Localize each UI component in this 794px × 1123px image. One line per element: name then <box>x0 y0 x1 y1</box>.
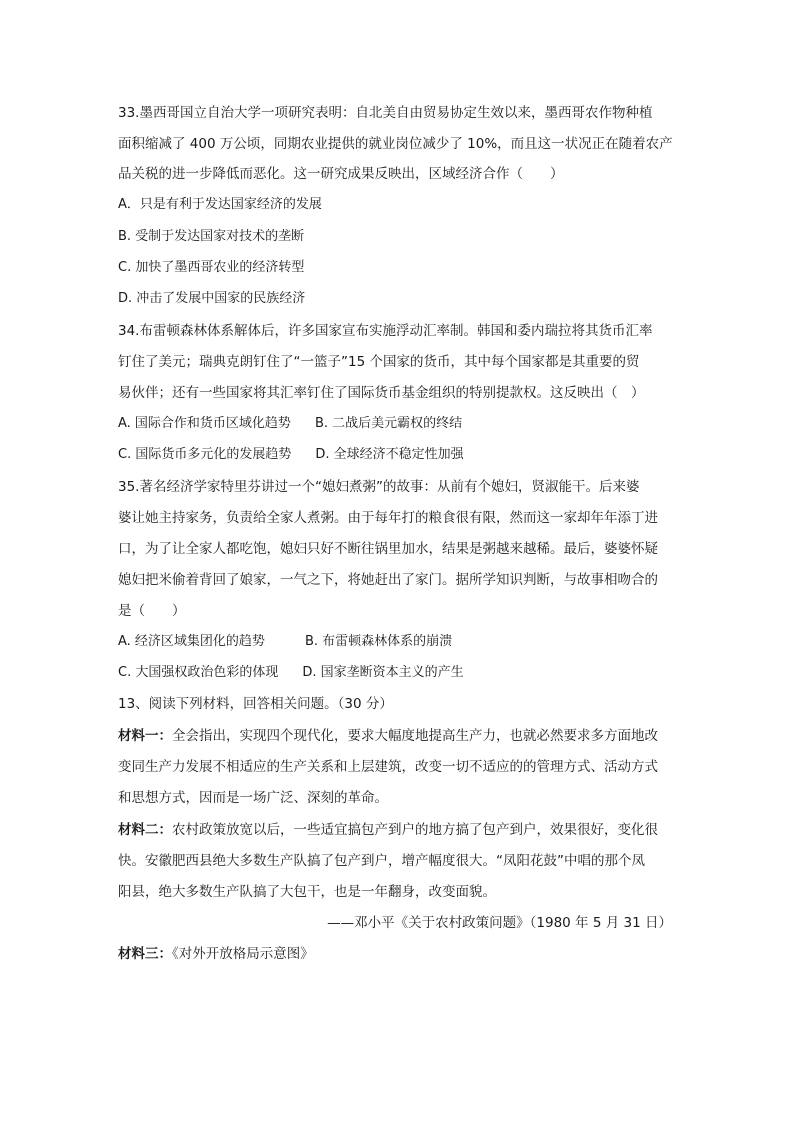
q33-option-d: D. 冲击了发展中国家的民族经济 <box>118 291 306 306</box>
q13-material-2-source: ——邓小平《关于农村政策问题》（1980 年 5 月 31 日） <box>327 915 672 931</box>
q35-option-a: A. 经济区域集团化的趋势 <box>118 634 265 649</box>
q35-option-d: D. 国家垄断资本主义的产生 <box>302 665 464 680</box>
q33-stem-line-3: 品关税的进一步降低而恶化。这一研究成果反映出，区域经济合作（ ） <box>118 166 564 182</box>
q34-option-c: C. 国际货币多元化的发展趋势 <box>118 447 292 462</box>
material-1-text-1: 全会指出，实现四个现代化，要求大幅度地提高生产力，也就必然要求多方面地改 <box>172 728 658 744</box>
material-3-title: 《对外开放格局示意图》 <box>172 946 314 962</box>
q33-option-b: B. 受制于发达国家对技术的垄断 <box>118 229 305 244</box>
q35-stem-line-3: 口，为了让全家人都吃饱，媳妇只好不断往锅里加水，结果是粥越来越稀。最后，婆婆怀疑 <box>118 541 658 557</box>
q13-material-2-line-3: 阳县，绝大多数生产队搞了大包干，也是一年翻身，改变面貌。 <box>118 884 496 900</box>
material-1-label: 材料一： <box>118 728 172 744</box>
q34-options-row-2 <box>118 446 678 464</box>
q13-material-2-line-1 <box>118 821 678 839</box>
q33-option-a: A．只是有利于发达国家经济的发展 <box>118 197 322 212</box>
q13-material-1-line-3: 和思想方式，因而是一场广泛、深刻的革命。 <box>118 790 388 806</box>
q35-stem-line-4: 媳妇把米偷着背回了娘家，一气之下，将她赶出了家门。据所学知识判断，与故事相吻合的 <box>118 572 658 588</box>
q35-options-row-2 <box>118 664 678 682</box>
q35-stem-line-2: 婆让她主持家务，负责给全家人煮粥。由于每年打的粮食很有限，然而这一家却年年添丁进 <box>118 510 658 526</box>
q34-option-b: B. 二战后美元霸权的终结 <box>314 416 463 431</box>
material-3-label: 材料三： <box>118 946 172 962</box>
q35-stem-line-5: 是（ ） <box>118 603 186 619</box>
q34-option-d: D. 全球经济不稳定性加强 <box>315 447 464 462</box>
q33-option-c: C. 加快了墨西哥农业的经济转型 <box>118 260 305 275</box>
q35-options-row-1 <box>118 633 678 651</box>
q34-options-row-1 <box>118 415 678 433</box>
q33-stem-line-2: 面积缩减了 400 万公顷，同期农业提供的就业岗位减少了 10%，而且这一状况正在随着农产 <box>118 136 673 152</box>
q13-material-1-line-2: 变同生产力发展不相适应的生产关系和上层建筑，改变一切不适应的的管理方式、活动方式 <box>118 759 658 775</box>
q13-material-1-line-1 <box>118 727 678 745</box>
q33-stem-line-1: 33.墨西哥国立自治大学一项研究表明：自北美自由贸易协定生效以来，墨西哥农作物种植 <box>118 105 653 121</box>
q35-option-c: C. 大国强权政治色彩的体现 <box>118 665 279 680</box>
q34-option-a: A. 国际合作和货币区域化趋势 <box>118 416 291 431</box>
q13-material-3-line <box>118 945 678 963</box>
q13-material-2-line-2: 快。安徽肥西县绝大多数生产队搞了包产到户，增产幅度很大。“凤阳花鼓”中唱的那个凤 <box>118 853 645 869</box>
q34-stem-line-1: 34.布雷顿森林体系解体后，许多国家宣布实施浮动汇率制。韩国和委内瑞拉将其货币汇率 <box>118 323 653 339</box>
q35-stem-line-1: 35.著名经济学家特里芬讲过一个“媳妇煮粥”的故事：从前有个媳妇，贤淑能干。后来婆 <box>118 479 640 495</box>
q35-option-b: B. 布雷顿森林体系的崩溃 <box>304 634 453 649</box>
q34-stem-line-3: 易伙伴；还有一些国家将其汇率钉住了国际货币基金组织的特别提款权。这反映出（ ） <box>118 385 645 401</box>
material-2-text-1: 农村政策放宽以后，一些适宜搞包产到户的地方搞了包产到户，效果很好，变化很 <box>172 822 658 838</box>
material-2-label: 材料二： <box>118 822 172 838</box>
q13-intro: 13、阅读下列材料，回答相关问题。（30 分） <box>118 696 393 712</box>
q34-stem-line-2: 钉住了美元；瑞典克朗钉住了“一篮子”15 个国家的货币，其中每个国家都是其重要的贸 <box>118 354 640 370</box>
